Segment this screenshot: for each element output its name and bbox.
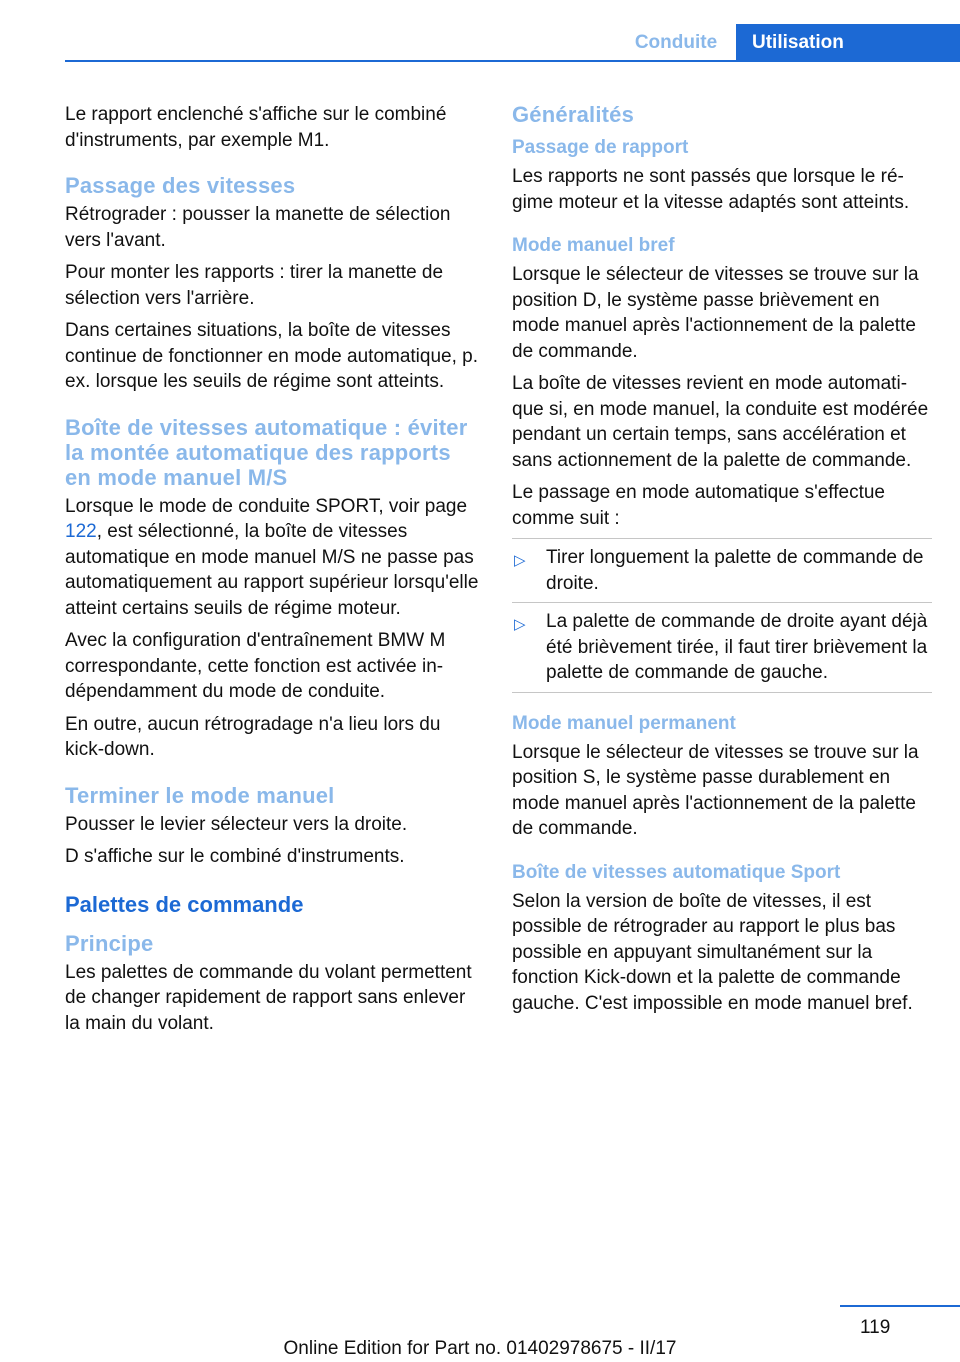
heading-mode-manuel-permanent: Mode manuel permanent	[512, 712, 736, 734]
paragraph: En outre, aucun rétrogradage n'a lieu lors du kick-down.	[65, 713, 441, 760]
paragraph: D s'affiche sur le combiné d'instruments.	[65, 846, 405, 867]
triangle-bullet-icon: ▷	[514, 552, 526, 569]
paragraph: Pousser le levier sélecteur vers la droite.	[65, 813, 408, 835]
paragraph: Les rapports ne sont passés que lorsque le régime moteur et la vitesse adaptés sont atteints.	[512, 166, 910, 213]
heading-passage-des-vitesses: Passage des vitesses	[65, 173, 296, 198]
list-item-text: La palette de commande de droite ayant déjà été brièvement tirée, il faut tirer brièvement la palette de commande de gauche.	[546, 611, 928, 683]
paragraph: Dans certaines situations, la boîte de vitesses continue de fonctionner en mode automatique, p. ex. lorsque les seuils de régime sont atteints.	[65, 320, 479, 392]
intro-paragraph: Le rapport enclenché s'affiche sur le combiné d'instruments, par exemple M1.	[65, 104, 447, 151]
right-column	[512, 102, 932, 1023]
heading-passage-de-rapport: Passage de rapport	[512, 137, 689, 158]
paragraph: Rétrograder : pousser la manette de sélection vers l'avant.	[65, 204, 451, 251]
heading-mode-manuel-bref: Mode manuel bref	[512, 235, 675, 256]
paragraph: Lorsque le sélecteur de vitesses se trouve sur la position S, le système passe durablement en mode manuel après l'actionnement de la palette de commande.	[512, 741, 919, 839]
paragraph: Pour monter les rapports : tirer la manette de sélection vers l'arrière.	[65, 262, 444, 309]
tab-utilisation[interactable]: Utilisation	[736, 24, 960, 60]
tab-conduite[interactable]: Conduite	[634, 32, 718, 53]
page-header	[0, 0, 960, 62]
list-item	[512, 602, 932, 693]
footer-rule	[840, 1305, 960, 1307]
list-item	[512, 538, 932, 602]
text: Lorsque le mode de conduite SPORT, voir page	[65, 495, 468, 517]
page-link[interactable]: 122	[65, 521, 97, 542]
paragraph-with-link	[65, 494, 480, 622]
paragraph: Lorsque le sélecteur de vitesses se trouve sur la position D, le système passe brièvement en mode manuel après l'actionnement de la palette de commande.	[512, 264, 919, 362]
heading-palettes-de-commande: Palettes de commande	[65, 891, 304, 917]
edition-footer: Online Edition for Part no. 01402978675 - II/17	[283, 1338, 677, 1359]
paragraph: Avec la configuration d'entraînement BMW M correspondante, cette fonction est activée indépendamment du mode de conduite.	[65, 630, 446, 702]
heading-boite-de-vitesses: Boîte de vitesses automatique : éviter la montée automatique des rapports en mode manuel M/S	[65, 414, 468, 490]
left-column	[65, 102, 480, 1043]
heading-terminer-le-mode-manuel: Terminer le mode manuel	[65, 782, 335, 808]
text: , est sélectionné, la boîte de vitesses automatique en mode manuel M/S ne passe pas automatiquement au rapport supérieur lorsqu'elle atteint certains seuils de régime moteur.	[65, 521, 479, 619]
list-item-text: Tirer longuement la palette de commande de droite.	[546, 547, 924, 594]
paragraph: Selon la version de boîte de vitesses, il est possible de rétrograder au rapport le plus bas possible en appuyant simultanément sur la fonction Kick-down et la palette de commande gauche. C'est impossible en mode manuel bref.	[512, 890, 913, 1014]
paragraph: Le passage en mode automatique s'effectue comme suit :	[512, 482, 885, 529]
heading-boite-automatique-sport: Boîte de vitesses automatique Sport	[512, 861, 841, 883]
bullet-list	[512, 538, 932, 693]
heading-principe: Principe	[65, 930, 154, 956]
triangle-bullet-icon: ▷	[514, 616, 526, 633]
heading-generalites: Généralités	[512, 102, 635, 127]
page-number: 119	[860, 1317, 891, 1338]
paragraph: La boîte de vitesses revient en mode automatique si, en mode manuel, la conduite est modérée pendant un certain temps, sans accélération et sans actionnement de la palette de commande.	[512, 373, 929, 471]
paragraph: Les palettes de commande du volant permettent de changer rapidement de rapport sans enlever la main du volant.	[65, 961, 472, 1034]
header-rule	[65, 60, 960, 62]
